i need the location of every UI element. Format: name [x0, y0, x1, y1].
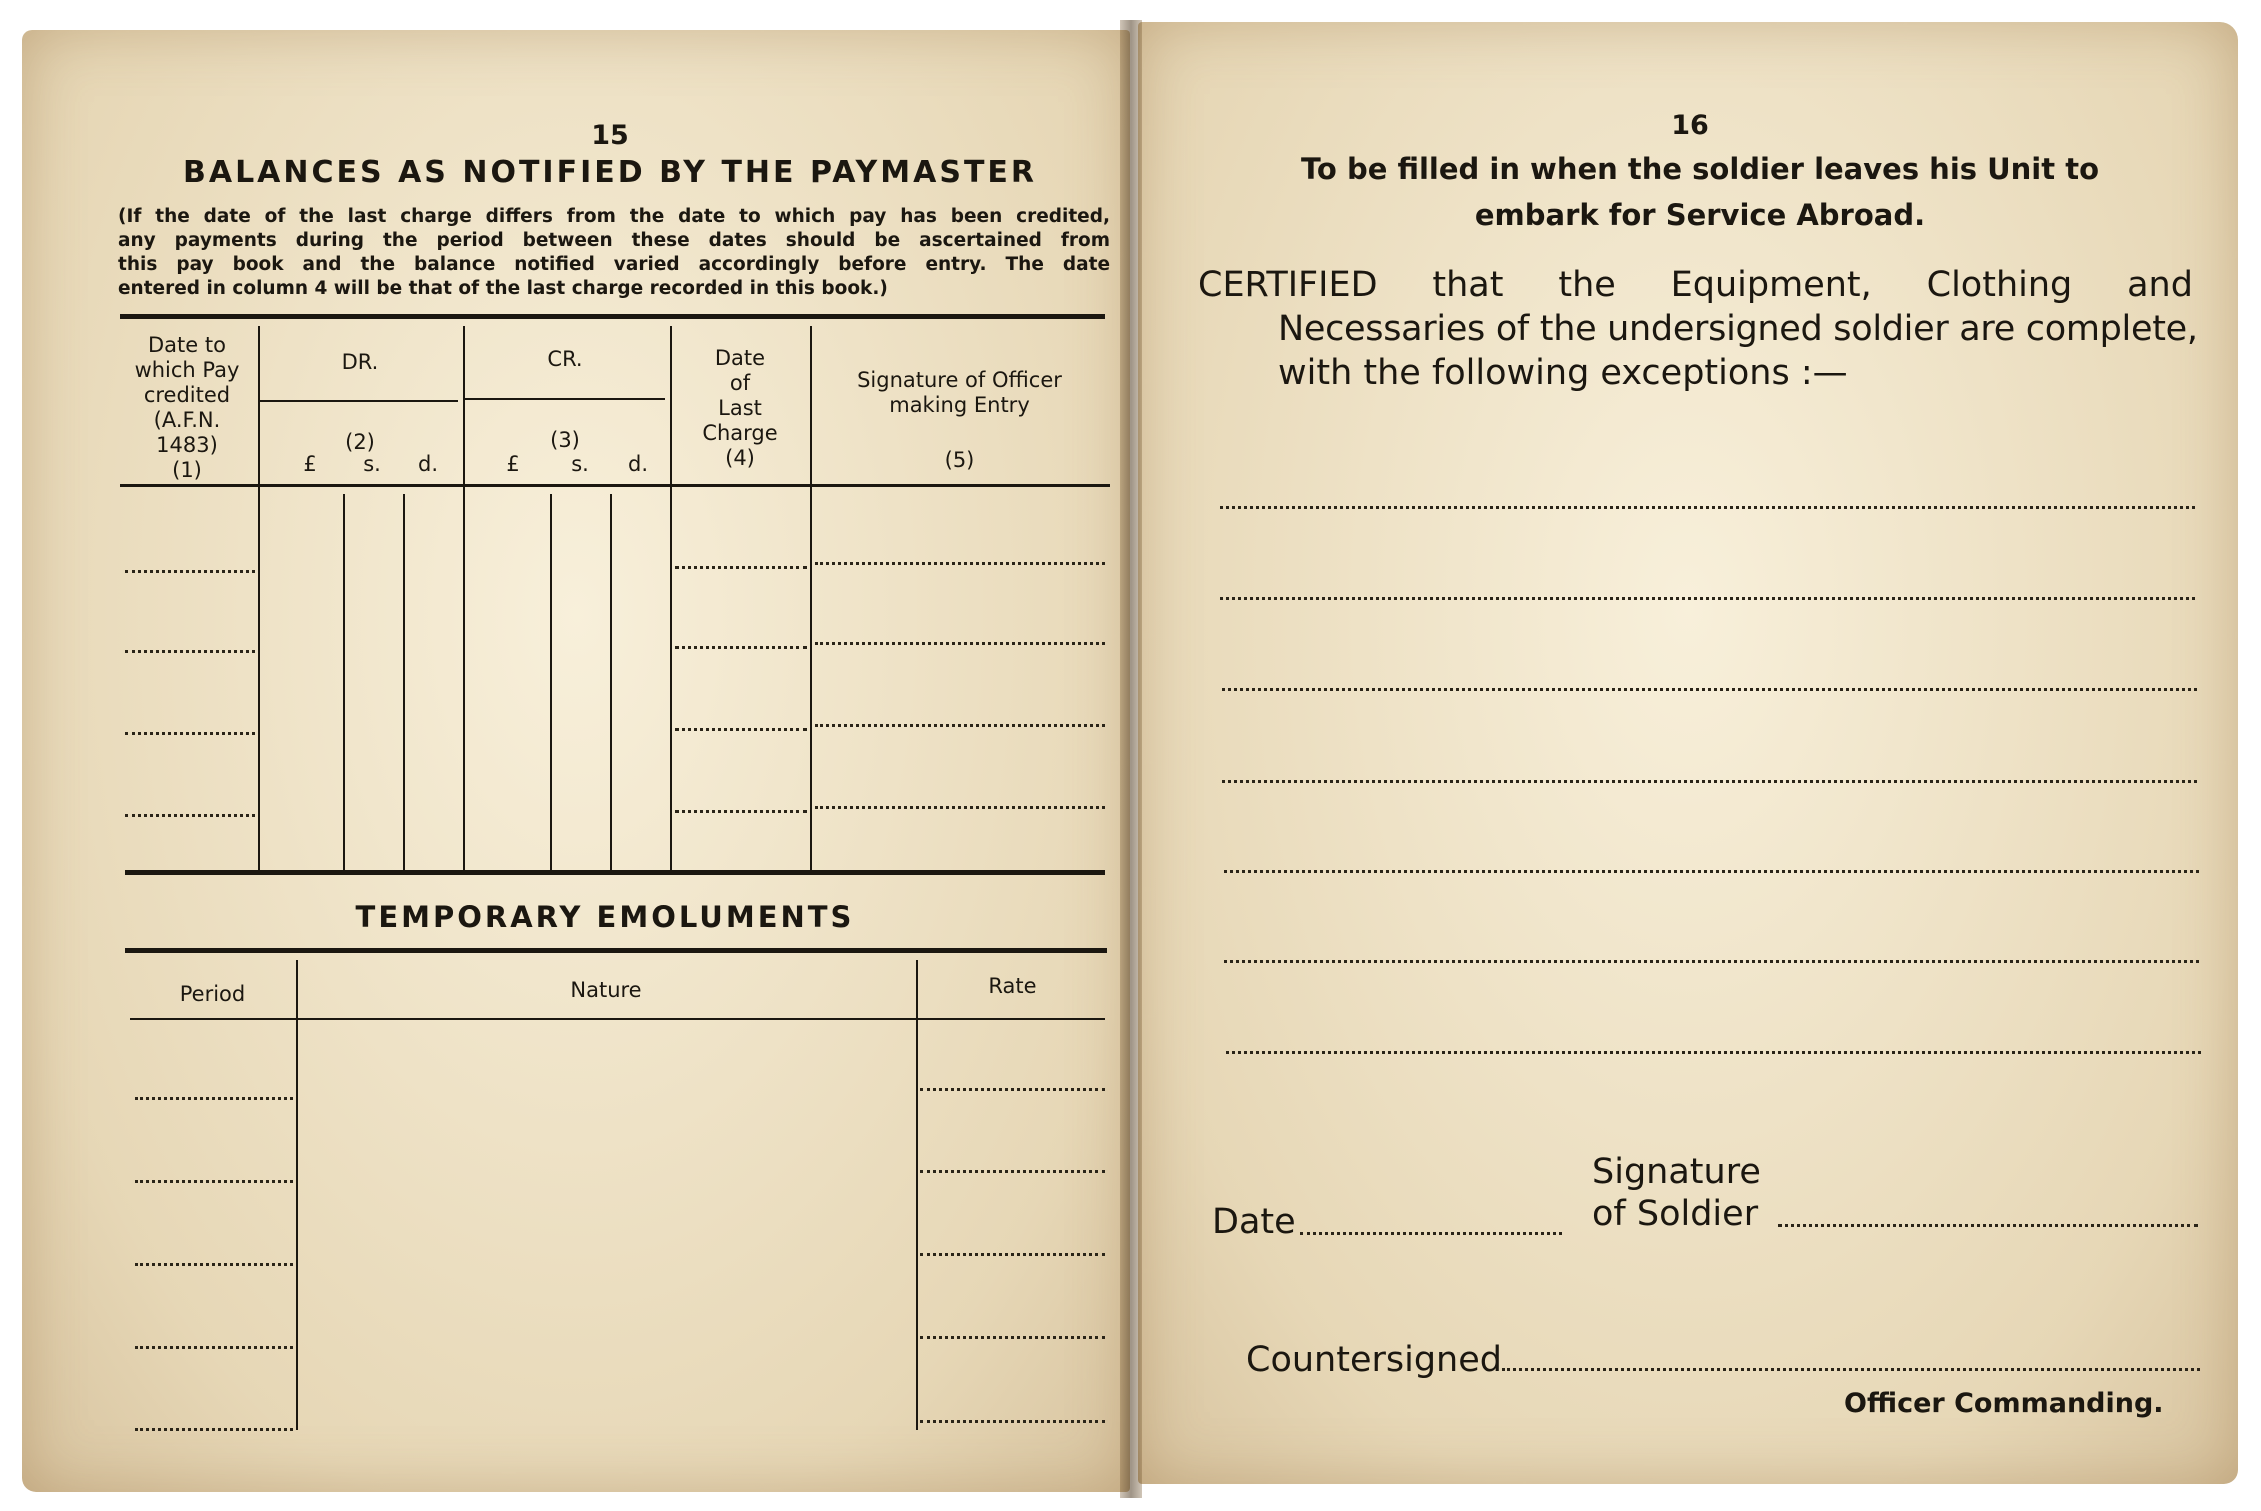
right-page — [1138, 22, 2238, 1484]
cr-shillings: s. — [571, 452, 589, 476]
dr-shillings: s. — [363, 452, 381, 476]
dr-number: (2) — [345, 430, 375, 454]
header-text: which Pay — [134, 358, 240, 382]
entry-line — [125, 814, 255, 817]
signature-label-2: of Soldier — [1592, 1194, 1759, 1234]
col5-number: (5) — [944, 448, 975, 472]
table-top-rule — [120, 314, 1105, 319]
countersigned-label: Countersigned — [1246, 1340, 1502, 1380]
header-text: (1) — [172, 458, 202, 482]
header-text: Charge — [702, 421, 778, 445]
col-divider — [296, 960, 298, 1430]
exceptions-line — [1224, 960, 2199, 963]
entry-line — [920, 1088, 1105, 1091]
header-text: of — [729, 371, 751, 395]
exceptions-line — [1224, 870, 2199, 873]
col-divider — [258, 326, 260, 872]
entry-line — [135, 1263, 293, 1266]
dr-pounds: £ — [303, 452, 317, 476]
balances-heading: BALANCES AS NOTIFIED BY THE PAYMASTER — [182, 155, 1038, 190]
header-text: (4) — [725, 446, 755, 470]
entry-line — [920, 1420, 1105, 1423]
col-header-signature — [812, 368, 1107, 418]
certified-text: the — [1558, 265, 1616, 305]
col-header-date-last-charge — [672, 346, 808, 471]
emoluments-heading: TEMPORARY EMOLUMENTS — [355, 900, 855, 934]
certified-text: and — [2127, 265, 2193, 305]
note-line: entered in column 4 will be that of the last charge recorded in this book.) — [118, 278, 888, 299]
table-header-rule — [120, 484, 1110, 487]
entry-line — [135, 1428, 293, 1431]
certified-word: CERTIFIED — [1198, 265, 1378, 305]
cr-pence: d. — [627, 452, 648, 476]
col-header-date-credited — [122, 333, 252, 483]
entry-line — [920, 1253, 1105, 1256]
certified-line-1 — [1198, 262, 2193, 309]
col-header-cr: CR. — [547, 347, 583, 371]
paymaster-note — [118, 205, 1110, 301]
col-header-dr: DR. — [341, 350, 379, 374]
signature-label-1: Signature — [1592, 1152, 1761, 1192]
entry-line — [815, 642, 1105, 645]
emoluments-top-rule — [125, 948, 1107, 953]
col-divider — [550, 494, 552, 872]
officer-commanding-label: Officer Commanding. — [1844, 1388, 2164, 1419]
header-text: 1483) — [156, 433, 218, 457]
header-text: (A.F.N. — [153, 408, 221, 432]
note-line: this pay book and the balance notified varied accordingly before entry. The date — [118, 254, 1110, 275]
entry-line — [920, 1170, 1105, 1173]
right-page-title — [1220, 146, 2180, 238]
exceptions-line — [1220, 597, 2195, 600]
entry-line — [675, 646, 807, 649]
header-text: Date to — [148, 333, 226, 357]
header-text: credited — [143, 383, 231, 407]
cr-number: (3) — [550, 428, 580, 452]
exceptions-line — [1222, 780, 2197, 783]
entry-line — [135, 1346, 293, 1349]
dr-pence: d. — [417, 452, 438, 476]
title-line: To be filled in when the soldier leaves his Unit to — [1301, 152, 2099, 186]
col-header-nature: Nature — [570, 978, 642, 1002]
certified-text: that — [1432, 265, 1504, 305]
header-text: making Entry — [889, 393, 1030, 417]
emoluments-header-rule — [130, 1018, 1105, 1020]
certified-line-3: with the following exceptions :— — [1278, 353, 1848, 393]
date-line — [1300, 1232, 1562, 1235]
col-divider — [403, 494, 405, 872]
col-divider — [343, 494, 345, 872]
certified-text: Equipment, — [1670, 265, 1872, 305]
entry-line — [675, 728, 807, 731]
header-text: Date — [714, 346, 766, 370]
cr-sub-rule — [465, 398, 665, 400]
entry-line — [675, 810, 807, 813]
entry-line — [815, 724, 1105, 727]
entry-line — [125, 650, 255, 653]
header-text: Signature of Officer — [857, 368, 1062, 392]
dr-sub-rule — [258, 400, 458, 402]
table-bottom-rule — [125, 870, 1105, 875]
page-number-15: 15 — [591, 120, 629, 151]
note-line: (If the date of the last charge differs from the date to which pay has been credited, — [118, 206, 1110, 227]
header-text: Last — [718, 396, 762, 420]
col-header-rate: Rate — [988, 974, 1037, 998]
exceptions-line — [1226, 1051, 2201, 1054]
entry-line — [135, 1180, 293, 1183]
col-divider — [916, 960, 918, 1430]
entry-line — [125, 732, 255, 735]
entry-line — [815, 806, 1105, 809]
certified-line-2: Necessaries of the undersigned soldier are complete, — [1278, 309, 2198, 349]
entry-line — [920, 1336, 1105, 1339]
date-label: Date — [1212, 1202, 1296, 1242]
signature-line — [1778, 1224, 2198, 1227]
col-header-period: Period — [179, 982, 246, 1006]
entry-line — [815, 562, 1105, 565]
book-spine — [1120, 20, 1142, 1498]
countersigned-line — [1502, 1368, 2200, 1371]
col-divider — [463, 326, 465, 872]
cr-pounds: £ — [506, 452, 520, 476]
col-divider — [610, 494, 612, 872]
exceptions-line — [1222, 688, 2197, 691]
title-line: embark for Service Abroad. — [1474, 198, 1926, 232]
entry-line — [675, 566, 807, 569]
entry-line — [125, 570, 255, 573]
note-line: any payments during the period between these dates should be ascertained from — [118, 230, 1110, 251]
page-number-16: 16 — [1671, 110, 1709, 141]
certified-text: Clothing — [1926, 265, 2073, 305]
exceptions-line — [1220, 506, 2195, 509]
entry-line — [135, 1097, 293, 1100]
